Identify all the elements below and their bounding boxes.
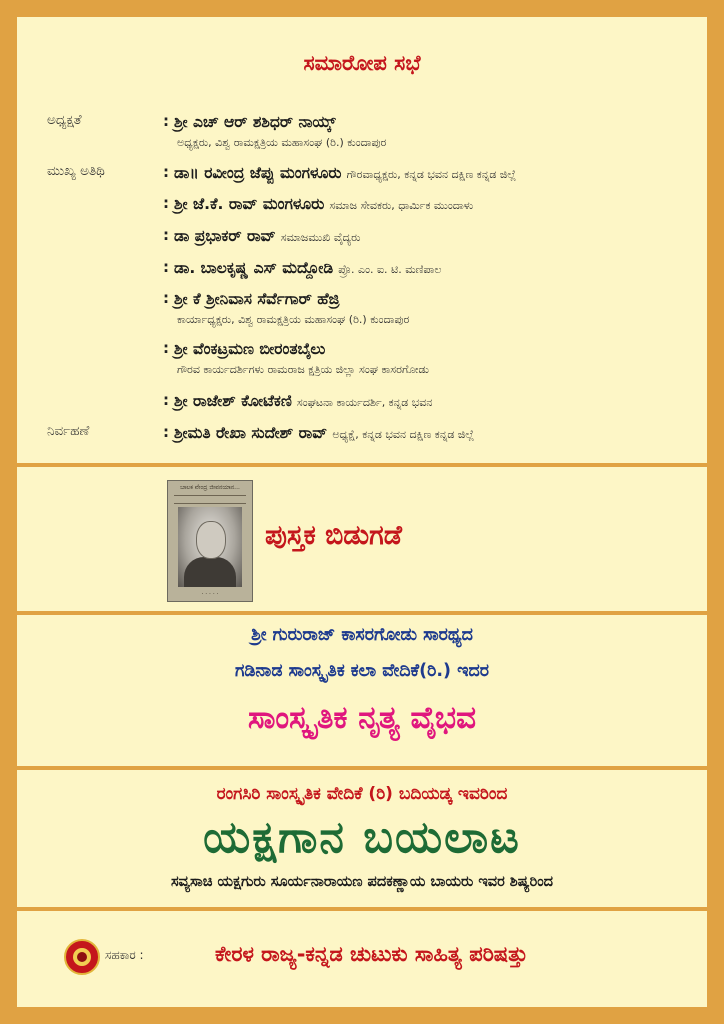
president-name: ಶ್ರೀ ಎಚ್ ಆರ್ ಶಶಿಧರ್ ನಾಯ್ಕ್	[174, 113, 336, 131]
guest-name: ಶ್ರೀ ರಾಜೇಶ್ ಕೋಟೆಕಣಿ	[174, 392, 292, 410]
guest-name: ಡಾ ಪ್ರಭಾಕರ್ ರಾವ್	[174, 227, 276, 245]
colon: :	[163, 163, 169, 181]
colon: :	[163, 423, 169, 441]
support-label: ಸಹಕಾರ :	[105, 948, 144, 962]
president-desc: ಅಧ್ಯಕ್ಷರು, ವಿಶ್ವ ರಾಮಕ್ಷತ್ರಿಯ ಮಹಾಸಂಘ (ರಿ.) ಕುಂದಾಪುರ	[177, 136, 387, 149]
guest-desc: ಸಮಾಜಮುಖಿ ವೈದ್ಯರು	[280, 231, 361, 244]
guest-name: ಶ್ರೀ ವೆಂಕಟ್ರಮಣ ಬೀರಂತಬೈಲು	[174, 340, 326, 358]
book-cover-lines	[174, 495, 246, 504]
president-name-line	[174, 112, 336, 132]
ceremony-panel	[17, 17, 707, 463]
guest-desc: ಗೌರವಾಧ್ಯಕ್ಷರು, ಕನ್ನಡ ಭವನ ದಕ್ಷಿಣ ಕನ್ನಡ ಜಿಲ್ಲೆ	[346, 168, 517, 181]
yakshagana-line-3: ಸವ್ಯಸಾಚಿ ಯಕ್ಷಗುರು ಸೂರ್ಯನಾರಾಯಣ ಪದಕಣ್ಣಾಯ ಬಾಯರು ಇವರ ಶಿಷ್ಯರಿಂದ	[170, 874, 554, 890]
dance-title: ಸಾಂಸ್ಕೃತಿಕ ನೃತ್ಯ ವೈಭವ	[247, 700, 476, 736]
guest-desc: ಪ್ರೊ. ಎಂ. ಐ. ಟಿ. ಮಣಿಪಾಲ	[338, 263, 442, 276]
host-name: ಶ್ರೀಮತಿ ರೇಖಾ ಸುದೇಶ್ ರಾವ್	[174, 424, 328, 442]
colon: :	[163, 289, 169, 307]
portrait-shoulders	[184, 557, 236, 587]
book-release-title: ಪುಸ್ತಕ ಬಿಡುಗಡೆ	[265, 520, 402, 551]
support-org: ಕೇರಳ ರಾಜ್ಯ-ಕನ್ನಡ ಚುಟುಕು ಸಾಹಿತ್ಯ ಪರಿಷತ್ತು	[215, 942, 528, 966]
guest-desc: ಸಮಾಜ ಸೇವಕರು, ಧಾರ್ಮಿಕ ಮುಂದಾಳು	[329, 199, 474, 212]
chief-guest-label: ಮುಖ್ಯ ಅತಿಥಿ	[47, 163, 105, 179]
colon: :	[163, 226, 169, 244]
yakshagana-title: ಯಕ್ಷಗಾನ ಬಯಲಾಟ	[203, 812, 521, 863]
portrait-face	[196, 521, 226, 559]
dance-line-1: ಶ್ರೀ ಗುರುರಾಜ್ ಕಾಸರಗೋಡು ಸಾರಥ್ಯದ	[251, 625, 473, 645]
colon: :	[163, 112, 169, 130]
guest-name: ಶ್ರೀ ಜೆ.ಕೆ. ರಾವ್ ಮಂಗಳೂರು	[174, 195, 325, 213]
dance-panel	[17, 615, 707, 766]
book-cover-image	[167, 480, 253, 602]
book-cover-title: ಬಾಲಕ ವೇಂದ್ರ ಜೀವನಯಾನ...	[180, 484, 240, 491]
colon: :	[163, 391, 169, 409]
yakshagana-panel	[17, 770, 707, 907]
yakshagana-line-1: ರಂಗಸಿರಿ ಸಾಂಸ್ಕೃತಿಕ ವೇದಿಕೆ (ರಿ) ಬದಿಯಡ್ಕ ಇವರಿಂದ	[216, 784, 508, 804]
parishat-logo-icon	[64, 939, 100, 975]
host-desc: ಅಧ್ಯಕ್ಷೆ, ಕನ್ನಡ ಭವನ ದಕ್ಷಿಣ ಕನ್ನಡ ಜಿಲ್ಲೆ	[332, 428, 475, 441]
support-panel	[17, 911, 707, 1007]
guest-desc: ಗೌರವ ಕಾರ್ಯದರ್ಶಿಗಳು ರಾಮರಾಜ ಕ್ಷತ್ರಿಯ ಜಿಲ್ಲಾ ಸಂಘ ಕಾಸರಗೋಡು	[177, 363, 430, 376]
portrait-photo	[178, 507, 242, 587]
host-label: ನಿರ್ವಹಣೆ	[47, 423, 90, 439]
guest-desc: ಕಾರ್ಯಾಧ್ಯಕ್ಷರು, ವಿಶ್ವ ರಾಮಕ್ಷತ್ರಿಯ ಮಹಾಸಂಘ (ರಿ.) ಕುಂದಾಪುರ	[177, 313, 410, 326]
colon: :	[163, 194, 169, 212]
book-release-panel	[17, 467, 707, 611]
guest-name: ಡಾ. ಬಾಲಕೃಷ್ಣ ಎಸ್ ಮದ್ದೋಡಿ	[174, 259, 334, 277]
dance-line-2: ಗಡಿನಾಡ ಸಾಂಸ್ಕೃತಿಕ ಕಲಾ ವೇದಿಕೆ(ರಿ.) ಇದರ	[234, 661, 490, 681]
president-label: ಅಧ್ಯಕ್ಷತೆ	[47, 112, 82, 128]
colon: :	[163, 258, 169, 276]
ceremony-title: ಸಮಾರೋಪ ಸಭೆ	[303, 51, 421, 75]
guest-desc: ಸಂಘಟನಾ ಕಾರ್ಯದರ್ಶಿ, ಕನ್ನಡ ಭವನ	[296, 396, 433, 409]
colon: :	[163, 339, 169, 357]
guest-name: ಶ್ರೀ ಕೆ ಶ್ರೀನಿವಾಸ ಸೆರ್ವೆಗಾರ್ ಹೆಜ್ರಿ	[174, 290, 340, 308]
book-cover-footer: · · · · ·	[201, 591, 219, 598]
guest-name: ಡಾ॥ ರವೀಂದ್ರ ಜೆಪ್ಪು ಮಂಗಳೂರು	[174, 164, 342, 182]
